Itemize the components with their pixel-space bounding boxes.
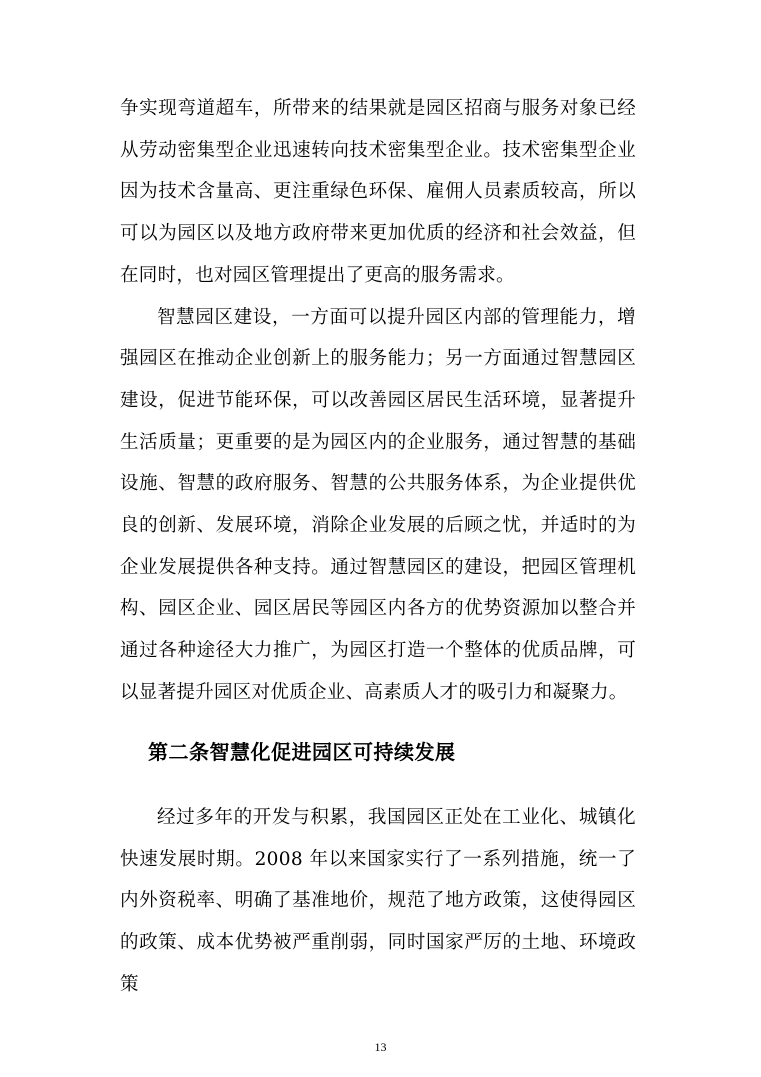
paragraph-continued: 争实现弯道超车，所带来的结果就是园区招商与服务对象已经从劳动密集型企业迅速转向技术密集型企业。技术密集型企业因为技术含量高、更注重绿色环保、雇佣人员素质较高，所以可以为园区以及地方政府带来更加优质的经济和社会效益，但在同时，也对园区管理提出了更高的服务需求。 (120, 98, 636, 286)
paragraph-smart-park: 智慧园区建设，一方面可以提升园区内部的管理能力，增强园区在推动企业创新上的服务能力；另一方面通过智慧园区建设，促进节能环保，可以改善园区居民生活环境，显著提升生活质量；更重要的是为园区内的企业服务，通过智慧的基础设施、智慧的政府服务、智慧的公共服务体系，为企业提供优良的创新、发展环境，消除企业发展的后顾之忧，并适时的为企业发展提供各种支持。通过智慧园区的建设，把园区管理机构、园区企业、园区居民等园区内各方的优势资源加以整合并通过各种途径大力推广，为园区打造一个整体的优质品牌，可以显著提升园区对优质企业、高素质人才的吸引力和凝聚力。 (120, 306, 636, 703)
paragraph-development: 经过多年的开发与积累，我国园区正处在工业化、城镇化快速发展时期。2008 年以来国家实行了一系列措施，统一了内外资税率、明确了基准地价，规范了地方政策，这使得园区的政策、成本优势被严重削弱，同时国家严厉的土地、环境政策 (120, 807, 636, 995)
body-text-bottom (120, 797, 636, 1006)
section-heading: 第二条智慧化促进园区可持续发展 (148, 740, 456, 764)
page-number: 13 (374, 1040, 387, 1054)
body-text-top (120, 88, 636, 714)
